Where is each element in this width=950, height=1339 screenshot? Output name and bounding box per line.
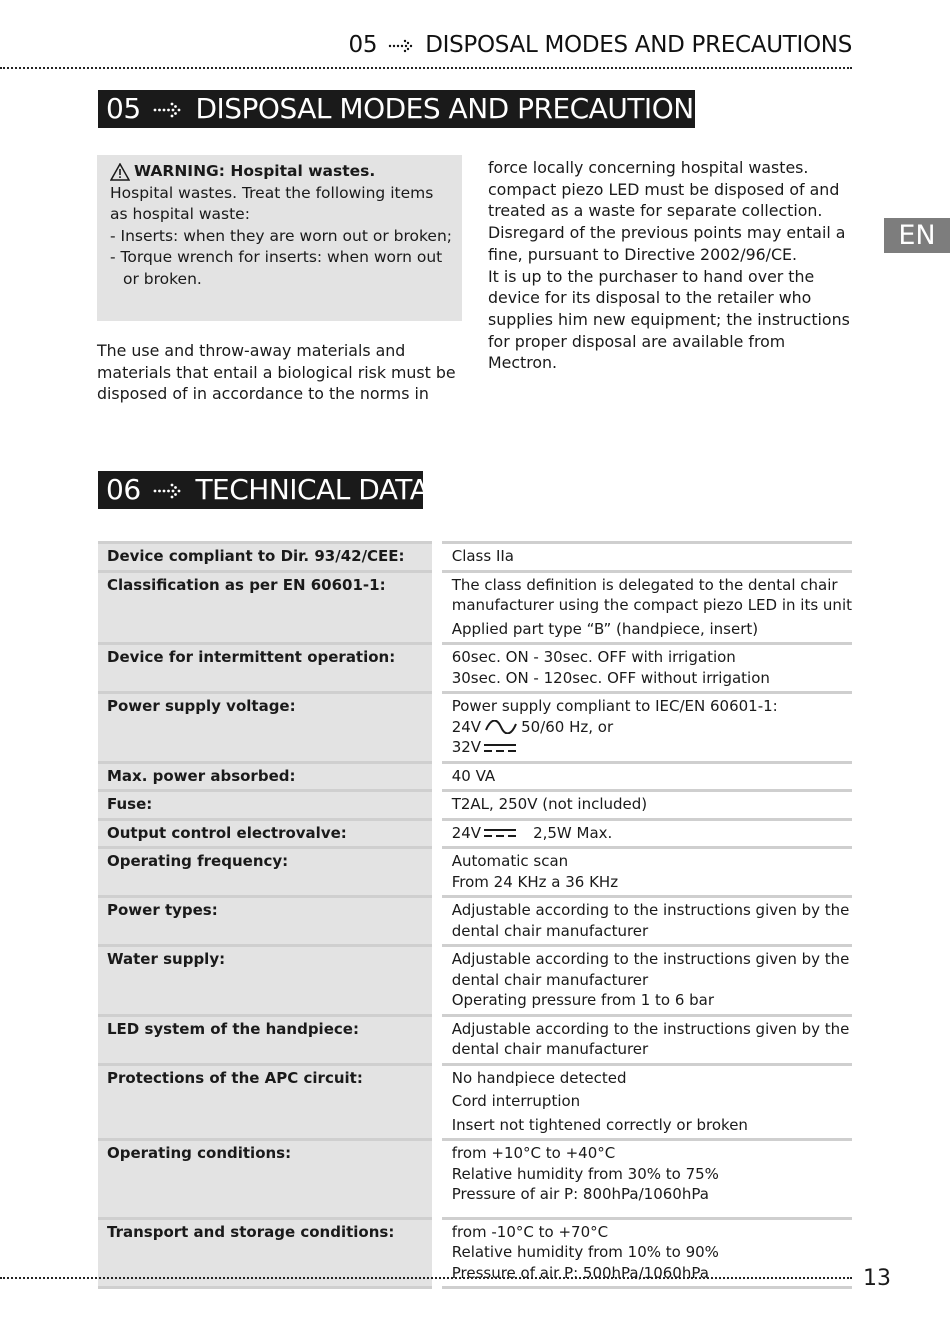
table-row <box>98 791 852 820</box>
warning-body: Hospital wastes. Treat the following items as hospital waste: <box>110 183 434 223</box>
value-line <box>452 717 852 738</box>
value-line: dental chair manufacturer <box>451 1040 649 1058</box>
section-05-number: 05 <box>106 92 141 125</box>
paragraph-line: force locally concerning hospital wastes. <box>488 158 809 177</box>
value-line: Class IIa <box>451 547 514 565</box>
row-label: Operating conditions: <box>98 1140 437 1219</box>
row-label: Water supply: <box>98 946 437 1016</box>
value-line: from +10°C to +40°C <box>451 1144 616 1162</box>
warning-list <box>110 226 452 291</box>
table-row <box>98 693 852 763</box>
row-label: Power supply voltage: <box>98 693 437 763</box>
table-row <box>98 543 852 572</box>
row-label: Device compliant to Dir. 93/42/CEE: <box>98 543 437 572</box>
section-06-number: 06 <box>106 473 141 506</box>
row-label: Max. power absorbed: <box>98 762 437 791</box>
value-line: Relative humidity from 10% to 90% <box>451 1243 719 1261</box>
row-value <box>437 819 852 848</box>
voltage-24v: 24V <box>451 717 482 736</box>
power-max: 2,5W Max. <box>533 823 613 842</box>
paragraph-line: It is up to the purchaser to hand over the device for its disposal to the retailer who supplies him new equipment; the instructions for proper disposal are available from Mectron. <box>488 266 850 373</box>
paragraph-line: Disregard of the previous points may entail a fine, pursuant to Directive 2002/96/CE. <box>488 223 846 264</box>
warning-title: WARNING: Hospital wastes. <box>134 162 376 180</box>
table-row <box>98 946 852 1016</box>
section-06-title: TECHNICAL DATA <box>195 473 429 506</box>
table-row <box>98 848 852 897</box>
disposal-paragraph-left: The use and throw-away materials and materials that entail a biological risk must be disposed of in accordance to the norms in <box>97 341 456 404</box>
table-row <box>98 1015 852 1064</box>
value-line: Adjustable according to the instructions given by the <box>451 950 850 968</box>
dotted-arrow-icon <box>388 39 414 53</box>
table-row <box>98 1140 852 1219</box>
warning-list-item: - Inserts: when they are worn out or broken; <box>110 226 452 245</box>
technical-data-table <box>98 541 852 1289</box>
row-label: LED system of the handpiece: <box>98 1015 437 1064</box>
row-value <box>437 897 852 946</box>
value-line: manufacturer using the compact piezo LED in its unit <box>451 596 852 614</box>
running-header-number: 05 <box>348 32 378 58</box>
value-line: No handpiece detected <box>451 1068 627 1087</box>
value-line: Insert not tightened correctly or broken <box>451 1115 748 1134</box>
row-label: Transport and storage conditions: <box>98 1218 437 1288</box>
row-label: Classification as per EN 60601-1: <box>98 571 437 644</box>
table-row <box>98 819 852 848</box>
value-line: Cord interruption <box>451 1092 581 1110</box>
value-line: 30sec. ON - 120sec. OFF without irrigation <box>451 668 770 687</box>
value-line: dental chair manufacturer <box>451 970 649 989</box>
table-row <box>98 644 852 693</box>
voltage-32v: 32V <box>451 738 482 756</box>
alternating-current-icon <box>485 720 517 734</box>
value-line: Pressure of air P: 800hPa/1060hPa <box>451 1185 709 1203</box>
header-divider <box>0 67 852 69</box>
row-value <box>437 693 852 763</box>
value-line: Adjustable according to the instructions given by the <box>451 901 850 919</box>
warning-title-row <box>110 161 452 183</box>
row-value <box>437 762 852 791</box>
table-row <box>98 1064 852 1140</box>
value-line <box>452 823 852 844</box>
frequency-text: 50/60 Hz, or <box>521 717 614 736</box>
value-line: 40 VA <box>451 766 496 785</box>
value-line: Applied part type “B” (handpiece, insert) <box>451 619 759 638</box>
value-line: Relative humidity from 30% to 75% <box>451 1164 719 1183</box>
value-line: The class definition is delegated to the dental chair <box>451 575 838 594</box>
row-label: Device for intermittent operation: <box>98 644 437 693</box>
value-line: dental chair manufacturer <box>451 921 649 940</box>
row-label: Fuse: <box>98 791 437 820</box>
dotted-arrow-icon <box>153 483 183 499</box>
value-line: From 24 KHz a 36 KHz <box>451 872 619 891</box>
row-value <box>437 1140 852 1219</box>
table-row <box>98 897 852 946</box>
running-header-title: DISPOSAL MODES AND PRECAUTIONS <box>425 32 852 58</box>
row-value <box>437 543 852 572</box>
value-line: from -10°C to +70°C <box>451 1222 609 1241</box>
table-row <box>98 571 852 644</box>
direct-current-icon <box>484 827 516 839</box>
row-value <box>437 571 852 644</box>
table-row <box>98 762 852 791</box>
page-number: 13 <box>863 1266 891 1291</box>
row-value <box>437 946 852 1016</box>
dotted-arrow-icon <box>153 102 183 118</box>
language-tab: EN <box>884 218 950 253</box>
paragraph-line: compact piezo LED must be disposed of and treated as a waste for separate collection. <box>488 179 840 221</box>
value-line: Adjustable according to the instructions given by the <box>451 1019 850 1038</box>
section-05-title: DISPOSAL MODES AND PRECAUTIONS <box>195 92 711 125</box>
footer-divider <box>0 1277 852 1279</box>
voltage-24v: 24V <box>451 823 482 842</box>
value-line: 60sec. ON - 30sec. OFF with irrigation <box>451 648 736 666</box>
section-06-heading <box>98 471 429 509</box>
warning-box <box>97 155 462 321</box>
value-line: Power supply compliant to IEC/EN 60601-1: <box>451 697 778 715</box>
value-line: Operating pressure from 1 to 6 bar <box>451 991 715 1009</box>
direct-current-icon <box>484 742 516 754</box>
disposal-paragraph-right <box>488 157 853 374</box>
warning-list-item: - Torque wrench for inserts: when worn out or broken. <box>110 248 443 288</box>
value-line: Automatic scan <box>451 852 569 870</box>
row-value <box>437 1064 852 1140</box>
row-value <box>437 791 852 820</box>
value-line: Pressure of air P: 500hPa/1060hPa <box>451 1263 709 1282</box>
running-header <box>349 32 852 58</box>
value-line <box>452 737 852 758</box>
section-05-heading <box>98 90 711 128</box>
row-label: Operating frequency: <box>98 848 437 897</box>
row-label: Output control electrovalve: <box>98 819 437 848</box>
row-label: Power types: <box>98 897 437 946</box>
row-value <box>437 644 852 693</box>
value-line: T2AL, 250V (not included) <box>451 795 648 813</box>
row-label: Protections of the APC circuit: <box>98 1064 437 1140</box>
warning-triangle-icon <box>110 163 130 181</box>
row-value <box>437 1015 852 1064</box>
row-value <box>437 848 852 897</box>
